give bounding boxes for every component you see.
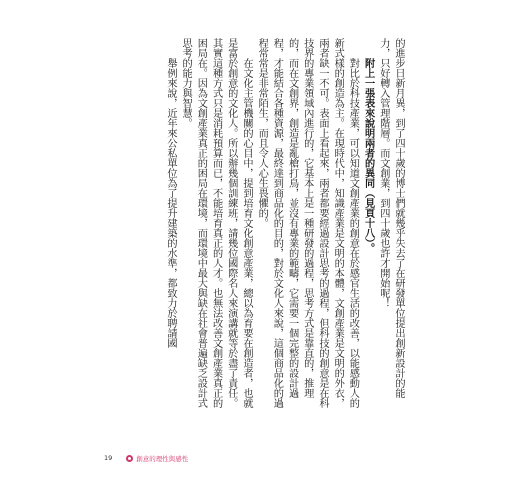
page-footer — [104, 451, 188, 465]
running-title: 創意的理性與感性 — [136, 454, 189, 463]
page-number: 19 — [104, 454, 113, 462]
body-text — [120, 38, 406, 412]
paragraph: 附上一張表來說明兩者的異同（見頁十八）。 — [362, 58, 375, 254]
circle-bullet-icon — [126, 455, 133, 462]
paragraph: 對比於科技產業，可以知道文創產業的創意在於感官生活的改善，以能感動人的新式樣的創造為主。在現時代中，知識產業是文明的本體，文創產業是文明的外衣，兩者缺一不可。表面上看起來，兩者都要經過設計思考的過程，但科技的創意是在科技界的專業領域內進行的，它基本上是一種研發的過程，思考方式是靠直的，推理的，而在文創界，創造是亂槍打鳥，並沒有專業的範疇，它需要一個完整的設計過程，才能結合各種資源，最終達到商品化的目的，對於文化人來說，這個商品化的過程常常是非常陌生，而且令人心生畏懼的。 — [256, 38, 359, 409]
paragraph: 的進步日新月異，到了四十歲的博士們就幾乎失去了在研發單位提出創新設計的能力，只好轉入管理階層。而文創業，到四十歲也許才開始呢！ — [377, 38, 404, 398]
paragraph: 在文化主管機關的心目中，提到培育文化創意產業，總以為育要在創造者，也就是富於創意的文化人。所以辦幾個訓練班，請幾位國際名人來演講就等於盡了責任。其實這種方式只是消耗預算而已，不能培育真正的人才。也無法改善文創產業真正的困局在。因為文創產業真正的困局在環境，而環境中最大與缺在社會普遍缺乏設計式思考的能力與智慧。 — [180, 38, 252, 409]
paragraph: 舉例來說，近年來公私單位為了提升建築的水準，都致力於聘請國 — [164, 58, 176, 349]
